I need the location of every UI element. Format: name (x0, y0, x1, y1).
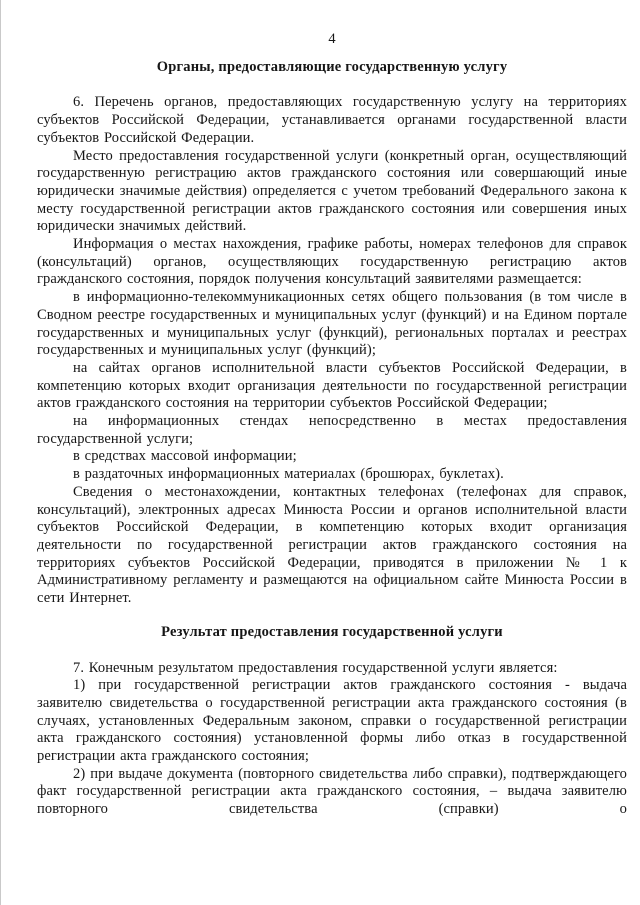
paragraph-info-stands: на информационных стендах непосредственно в местах предоставления государственной услуги; (37, 413, 627, 447)
section-heading-organs: Органы, предоставляющие государственную услугу (156, 58, 508, 75)
paragraph-info-networks: в информационно-телекоммуникационных сетях общего пользования (в том числе в Сводном реестре государственных и муниципальных услуг (функций) и на Едином портале государственных и муниципальных услуг (функций), региональных порталах и реестрах государственных и муниципальных услуг (функций); (37, 289, 627, 359)
page-number: 4 (328, 31, 336, 47)
scan-edge-artifact (0, 0, 1, 905)
paragraph-result-intro: 7. Конечным результатом предоставления государственной услуги является: (73, 659, 558, 676)
paragraph-result-item-1: 1) при государственной регистрации актов гражданского состояния - выдача заявителю свидетельства о государственной регистрации акта гражданского состояния (в случаях, установленных Федеральным законом, справки о государственной регистрации акта гражданского состояния) установленной формы либо отказ в государственной регистрации акта гражданского состояния; (37, 677, 627, 765)
paragraph-info-websites: на сайтах органов исполнительной власти субъектов Российской Федерации, в компетенцию которых входит организация деятельности по государственной регистрации актов гражданского состояния на территории субъектов Российской Федерации; (37, 359, 627, 412)
section-heading-result: Результат предоставления государственной услуги (161, 623, 503, 640)
paragraph-info-media: в средствах массовой информации; (73, 448, 297, 465)
paragraph-info-handouts: в раздаточных информационных материалах (брошюрах, буклетах). (73, 466, 504, 483)
paragraph-result-item-2: 2) при выдаче документа (повторного свидетельства либо справки), подтверждающего факт государственной регистрации акта гражданского состояния, – выдача заявителю повторного свидетельства (справки) о (37, 765, 627, 818)
paragraph-contacts-annex: Сведения о местонахождении, контактных телефонах (телефонах для справок, консультаций), электронных адресах Минюста России и органов исполнительной власти субъектов Российской Федерации, в компетенцию которых входит организация деятельности по государственной регистрации актов гражданского состояния на территориях субъектов Российской Федерации, приводятся в приложении № 1 к Административному регламенту и размещаются на официальном сайте Минюста России в сети Интернет. (37, 483, 627, 607)
paragraph-organs-list: 6. Перечень органов, предоставляющих государственную услугу на территориях субъектов Российской Федерации, устанавливается органами государственной власти субъектов Российской Федерации. (37, 94, 627, 146)
paragraph-service-place: Место предоставления государственной услуги (конкретный орган, осуществляющий государственную регистрацию актов гражданского состояния или совершающий иные юридически значимые действия) определяется с учетом требований Федерального закона к месту государственной регистрации актов гражданского состояния или совершения иных юридически значимых действий. (37, 147, 627, 235)
paragraph-info-placement: Информация о местах нахождения, графике работы, номерах телефонов для справок (консультаций) органов, осуществляющих государственную регистрацию актов гражданского состояния, порядок получения консультаций заявителями размещается: (37, 236, 627, 288)
